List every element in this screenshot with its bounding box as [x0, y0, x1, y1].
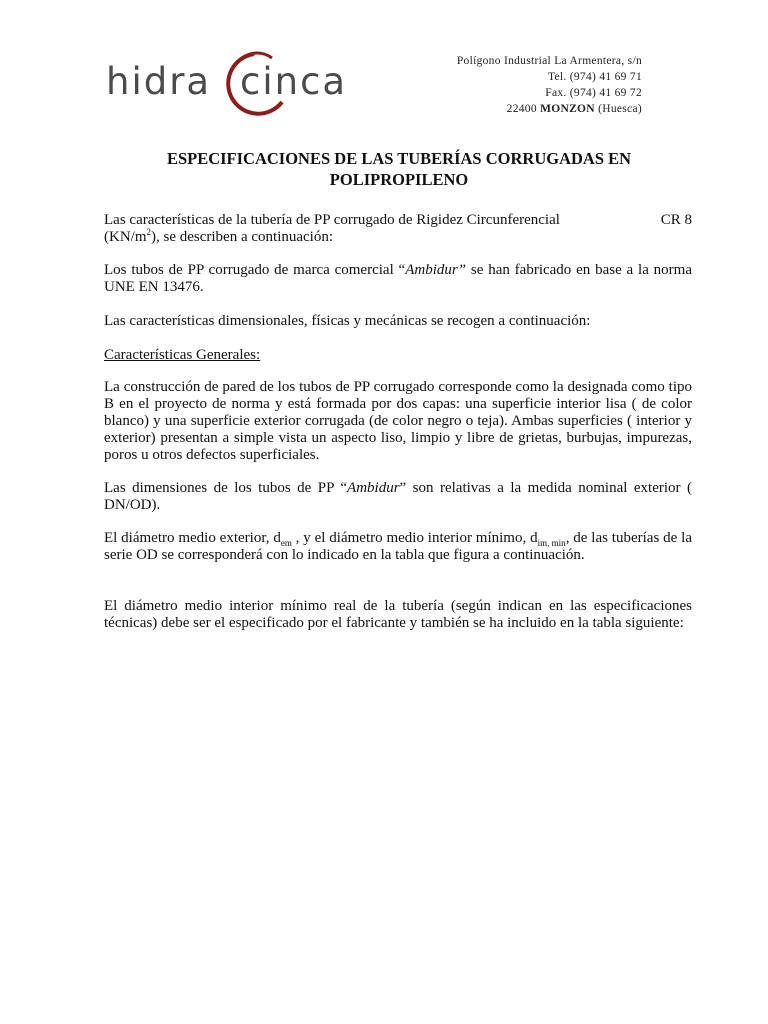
section-heading: Características Generales: — [104, 347, 261, 363]
p6-text-a: El diámetro medio exterior, d — [104, 530, 281, 546]
p2-text-b: se han fabricado en base a la norma UNE EN 13476. — [104, 262, 692, 295]
logo-text-cinca: cinca — [240, 60, 348, 103]
fax-line: Fax. (974) 41 69 72 — [545, 87, 642, 99]
address-line: Polígono Industrial La Armentera, s/n — [456, 55, 642, 67]
p5-brand-name: Ambidur — [347, 480, 400, 496]
p2-brand-name: Ambidur” — [405, 262, 467, 278]
city-name: MONZON — [540, 103, 595, 115]
p1-text-a: Las características de la tubería de PP corrugado de Rigidez Circunferencial — [104, 212, 560, 228]
hidracinca-logo — [104, 44, 380, 116]
p5-text-b: ” son relativas a la medida nominal exterior ( DN/OD). — [104, 480, 692, 513]
document-title — [104, 148, 694, 190]
p6-text-c: , de las tuberías de la serie OD se corresponderá con lo indicado en la tabla que figura a continuación. — [104, 530, 692, 563]
paragraph-intro: Las características dimensionales, físicas y mecánicas se recogen a continuación: — [104, 313, 591, 329]
postal-code: 22400 — [506, 103, 537, 115]
p1-text-d: ), se describen a continuación: — [151, 229, 334, 245]
company-address — [342, 53, 642, 117]
paragraph-min-diameter: El diámetro medio interior mínimo real de la tubería (según indican en las especificaciones técnicas) debe ser el especificado por el fabricante y también se ha incluido en la tabla siguiente: — [104, 598, 692, 631]
paragraph-dimensions — [104, 480, 692, 514]
paragraph-construction: La construcción de pared de los tubos de PP corrugado corresponde como la designada como tipo B en el proyecto de norma y está formada por dos capas: una superficie interior lisa ( de color blanco) y una superficie exterior corrugada (de color negro o teja). Ambas superficies ( interior y exterior) presentan a simple vista un aspecto liso, limpio y libre de grietas, burbujas, impurezas, poros u otros defectos superficiales. — [104, 379, 692, 463]
p1-superscript: 2 — [146, 227, 151, 237]
p1-text-c: (KN/m — [104, 229, 147, 245]
paragraph-diameters — [104, 530, 692, 564]
title-line-1: ESPECIFICACIONES DE LAS TUBERÍAS CORRUGADAS EN — [166, 149, 632, 168]
p1-text-b: CR 8 — [660, 212, 692, 228]
p2-text-a: Los tubos de PP corrugado de marca comercial “ — [104, 262, 406, 278]
title-line-2: POLIPROPILENO — [329, 170, 469, 189]
city-line — [342, 101, 642, 117]
p5-text-a: Las dimensiones de los tubos de PP “ — [104, 480, 348, 496]
paragraph-brand — [104, 262, 692, 296]
paragraph-rigidity — [104, 212, 692, 246]
p6-subscript-em: em — [280, 538, 292, 548]
phone-line: Tel. (974) 41 69 71 — [547, 71, 642, 83]
p6-text-b: , y el diámetro medio interior mínimo, d — [291, 530, 538, 546]
p6-subscript-im-min: im, min — [537, 538, 566, 548]
logo-graphic — [104, 44, 380, 116]
logo-text-hidra: hidra — [106, 60, 212, 103]
region-name: (Huesca) — [598, 103, 642, 115]
